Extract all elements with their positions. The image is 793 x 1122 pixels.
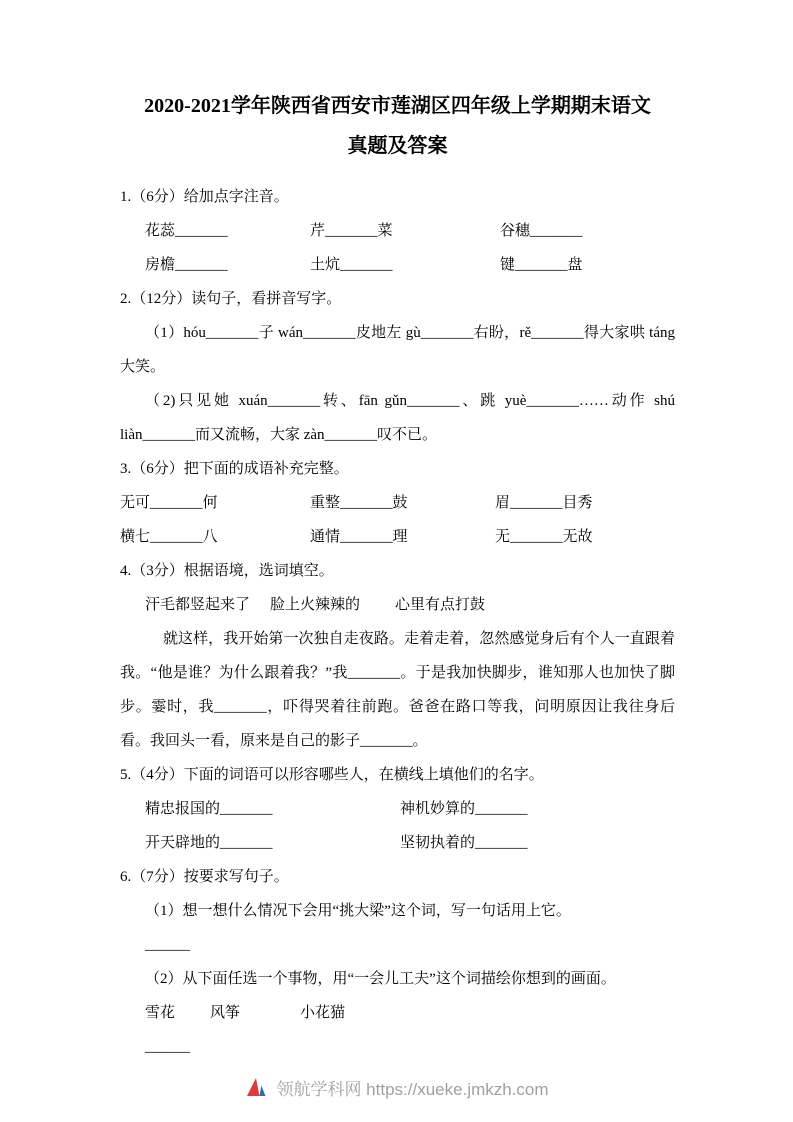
text-cell: 坚韧执着的_______ xyxy=(400,835,528,851)
question-4-prompt: 4.（3分）根据语境，选词填空。 xyxy=(120,563,334,579)
text-cell: 脸上火辣辣的 xyxy=(270,597,361,613)
text-cell: ______ xyxy=(145,937,190,953)
text-cell: 花蕊_______ xyxy=(145,223,228,239)
text-cell: 重整_______鼓 xyxy=(310,495,408,511)
text-cell: 芹_______菜 xyxy=(310,223,393,239)
text-cell: 土炕_______ xyxy=(310,257,393,273)
text-cell: 风筝 xyxy=(210,1005,241,1021)
text-cell: 横七_______八 xyxy=(120,529,218,545)
text-cell: 无可_______何 xyxy=(120,495,218,511)
question-3-prompt: 3.（6分）把下面的成语补充完整。 xyxy=(120,461,349,477)
question-3-row-1 xyxy=(120,486,675,520)
text-cell: 汗毛都竖起来了 xyxy=(145,597,251,613)
text-cell: 心里有点打鼓 xyxy=(395,597,486,613)
question-3-row-2 xyxy=(120,520,675,554)
text-cell: 房檐_______ xyxy=(145,257,228,273)
footer-site-text: 领航学科网 https://xueke.jmkzh.com xyxy=(276,1080,549,1099)
question-6-words-row xyxy=(120,996,675,1030)
text-cell: 键_______盘 xyxy=(500,257,583,273)
question-6-item-1: （1）想一想什么情况下会用“挑大梁”这个词，写一句话用上它。 xyxy=(145,903,571,919)
question-2-item-1: （1）hóu_______子 wán_______皮地左 gù_______右盼，rě_______得大家哄 táng 大笑。 xyxy=(120,325,675,375)
question-6-blank-2 xyxy=(120,1030,675,1064)
text-cell: 通情_______理 xyxy=(310,529,408,545)
document-body xyxy=(120,180,675,1064)
question-4-options-row xyxy=(120,588,675,622)
question-1-row-1 xyxy=(120,214,675,248)
page-title xyxy=(120,86,675,166)
question-6-item-2: （2）从下面任选一个事物，用“一会儿工夫”这个词描绘你想到的画面。 xyxy=(145,971,616,987)
page-title-line-2: 真题及答案 xyxy=(347,135,448,157)
site-logo-icon xyxy=(244,1076,268,1100)
footer-watermark xyxy=(0,1075,793,1100)
question-5-row-2 xyxy=(120,826,675,860)
text-cell: 开天辟地的_______ xyxy=(145,835,273,851)
question-6-blank-1 xyxy=(120,928,675,962)
text-cell: 无_______无故 xyxy=(495,529,593,545)
text-cell: 雪花 xyxy=(145,1005,176,1021)
text-cell: 眉_______目秀 xyxy=(495,495,593,511)
text-cell: 精忠报国的_______ xyxy=(145,801,273,817)
question-1-row-2 xyxy=(120,248,675,282)
question-5-row-1 xyxy=(120,792,675,826)
question-2-prompt: 2.（12分）读句子，看拼音写字。 xyxy=(120,291,342,307)
text-cell: 小花猫 xyxy=(300,1005,346,1021)
question-2-item-2: （2)只见她 xuán_______转、fān gǔn_______、跳 yuè_______……动作 shú liàn_______而又流畅，大家 zàn_______叹不已。 xyxy=(120,393,675,443)
text-cell: ______ xyxy=(145,1039,190,1055)
question-1-prompt: 1.（6分）给加点字注音。 xyxy=(120,189,289,205)
question-6-prompt: 6.（7分）按要求写句子。 xyxy=(120,869,289,885)
question-5-prompt: 5.（4分）下面的词语可以形容哪些人，在横线上填他们的名字。 xyxy=(120,767,544,783)
page-title-line-1: 2020-2021学年陕西省西安市莲湖区四年级上学期期末语文 xyxy=(144,95,651,117)
text-cell: 神机妙算的_______ xyxy=(400,801,528,817)
question-4-passage: 就这样，我开始第一次独自走夜路。走着走着，忽然感觉身后有个人一直跟着我。“他是谁？为什么跟着我？”我_______。于是我加快脚步，谁知那人也加快了脚步。霎时，我_______，吓得哭着往前跑。爸爸在路口等我，问明原因让我往身后看。我回头一看，原来是自己的影子_______。 xyxy=(120,631,675,749)
text-cell: 谷穗_______ xyxy=(500,223,583,239)
